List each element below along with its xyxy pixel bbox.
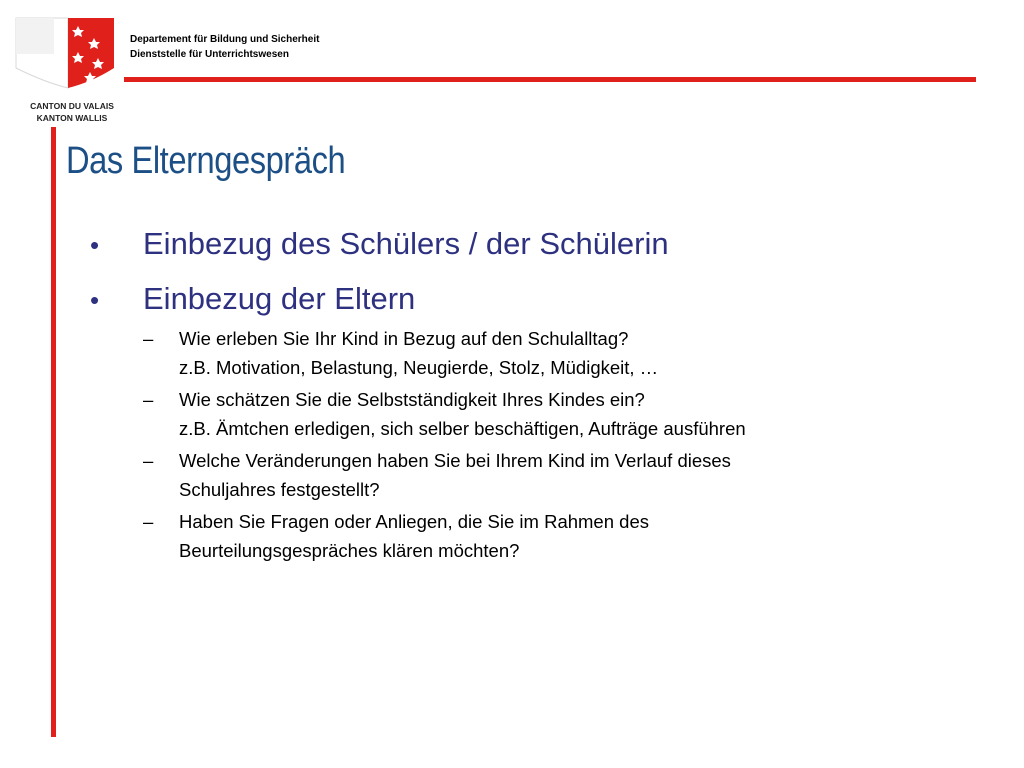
bullet-icon: • xyxy=(90,230,100,260)
sub-bullet-continuation: Beurteilungsgespräches klären möchten? xyxy=(179,540,520,561)
sub-bullet-question: Haben Sie Fragen oder Anliegen, die Sie im Rahmen des xyxy=(179,511,649,532)
canton-name-de: KANTON WALLIS xyxy=(36,113,108,123)
department-header xyxy=(130,32,319,62)
bullet-text: Einbezug der Eltern xyxy=(143,281,416,316)
sub-bullet-example: z.B. Ämtchen erledigen, sich selber beschäftigen, Aufträge ausführen xyxy=(179,418,746,439)
dash-icon: – xyxy=(143,328,154,349)
header-divider xyxy=(124,77,976,82)
sub-bullet-item xyxy=(143,385,968,443)
bullet-item xyxy=(88,226,968,263)
sub-bullet-continuation: Schuljahres festgestellt? xyxy=(179,479,380,500)
sub-bullet-item xyxy=(143,507,968,565)
service-name: Dienststelle für Unterrichtswesen xyxy=(130,49,289,60)
canton-logo xyxy=(14,14,118,123)
sub-bullet-item xyxy=(143,446,968,504)
valais-shield-icon xyxy=(14,14,118,94)
sub-bullet-item xyxy=(143,324,968,382)
sub-bullet-question: Wie schätzen Sie die Selbstständigkeit Ihres Kindes ein? xyxy=(179,389,645,410)
canton-name xyxy=(22,100,122,124)
side-accent-bar xyxy=(51,127,56,737)
sub-bullet-question: Welche Veränderungen haben Sie bei Ihrem Kind im Verlauf dieses xyxy=(179,450,731,471)
slide-title: Das Elterngespräch xyxy=(66,140,346,182)
department-name: Departement für Bildung und Sicherheit xyxy=(130,34,320,45)
slide-content xyxy=(88,226,968,568)
dash-icon: – xyxy=(143,511,154,532)
canton-name-fr: CANTON DU VALAIS xyxy=(30,101,114,111)
sub-bullet-example: z.B. Motivation, Belastung, Neugierde, Stolz, Müdigkeit, … xyxy=(179,357,659,378)
dash-icon: – xyxy=(143,389,154,410)
dash-icon: – xyxy=(143,450,154,471)
bullet-item xyxy=(88,281,968,318)
bullet-text: Einbezug des Schülers / der Schülerin xyxy=(143,226,669,261)
bullet-icon: • xyxy=(90,285,100,315)
sub-bullet-question: Wie erleben Sie Ihr Kind in Bezug auf den Schulalltag? xyxy=(179,328,629,349)
